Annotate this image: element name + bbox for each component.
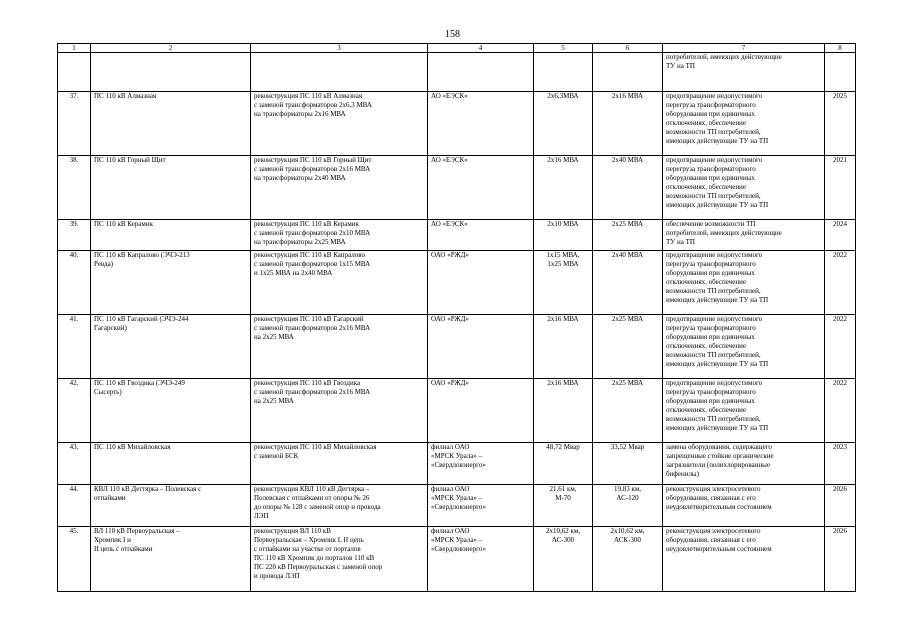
cell-number: 39. (58, 220, 91, 251)
table-row (58, 220, 856, 251)
continuation-row (58, 53, 856, 92)
cell-object: ПС 110 кВ Гагарский (ЭЧЭ-244 Гагарский) (91, 315, 251, 379)
cell-empty (91, 53, 251, 92)
cell-number: 41. (58, 315, 91, 379)
header-col-8: 8 (825, 44, 856, 53)
cell-before: 2х16 МВА (534, 379, 593, 443)
cell-purpose: предотвращение недопустимого перегруза трансформаторного оборудования при единичных отключениях, обеспечение возможности ТП потребителей, имеющих действующие ТУ на ТП (663, 315, 825, 379)
cell-owner: филиал ОАО «МРСК Урала» – «Свердловэнерго» (428, 485, 534, 527)
cell-before: 2х16 МВА (534, 156, 593, 220)
cell-year: 2025 (825, 92, 856, 156)
cell-after: 2х25 МВА (593, 220, 663, 251)
cell-year: 2024 (825, 220, 856, 251)
cell-after: 2х40 МВА (593, 156, 663, 220)
table-row (58, 156, 856, 220)
cell-after: 33,52 Мвар (593, 443, 663, 485)
cell-work: реконструкция ПС 110 кВ Гвоздика с заменой трансформаторов 2х16 МВА на 2х25 МВА (251, 379, 428, 443)
cell-purpose: предотвращение недопустимого перегруза трансформаторного оборудования при единичных отключениях, обеспечение возможности ТП потребителей, имеющих действующие ТУ на ТП (663, 251, 825, 315)
cell-year: 2022 (825, 251, 856, 315)
header-col-4: 4 (428, 44, 534, 53)
table-row (58, 251, 856, 315)
cell-object: ПС 110 кВ Керамик (91, 220, 251, 251)
header-col-3: 3 (251, 44, 428, 53)
table-row (58, 315, 856, 379)
cell-after: 19,83 км, АС-120 (593, 485, 663, 527)
cell-owner: ОАО «РЖД» (428, 379, 534, 443)
header-col-6: 6 (593, 44, 663, 53)
header-col-2: 2 (91, 44, 251, 53)
cell-work: реконструкция ПС 110 кВ Капралово с заменой трансформаторов 1х15 МВА и 1х25 МВА на 2х40 МВА (251, 251, 428, 315)
cell-before: 1х15 МВА, 1х25 МВА (534, 251, 593, 315)
cell-purpose: предотвращение недопустимого перегруза трансформаторного оборудования при единичных отключениях, обеспечение возможности ТП потребителей, имеющих действующие ТУ на ТП (663, 156, 825, 220)
cell-before: 48,72 Мвар (534, 443, 593, 485)
cell-year: 2026 (825, 485, 856, 527)
cell-owner: филиал ОАО «МРСК Урала» – «Свердловэнерго» (428, 527, 534, 592)
cell-number: 42. (58, 379, 91, 443)
cell-purpose: предотвращение недопустимого перегруза трансформаторного оборудования при единичных отключениях, обеспечение возможности ТП потребителей, имеющих действующие ТУ на ТП (663, 92, 825, 156)
header-col-1: 1 (58, 44, 91, 53)
cell-year: 2026 (825, 527, 856, 592)
cell-owner: АО «ЕЭСК» (428, 92, 534, 156)
cell-purpose: замена оборудования, содержащего запрещенные стойкие органические загрязнители (полихлорированные бифенилы) (663, 443, 825, 485)
cell-before: 2х10,62 км, АС-300 (534, 527, 593, 592)
page-number: 158 (445, 29, 460, 40)
cell-empty (825, 53, 856, 92)
cell-purpose: обеспечение возможности ТП потребителей, имеющих действующие ТУ на ТП (663, 220, 825, 251)
cell-year: 2023 (825, 443, 856, 485)
cell-before: 2х10 МВА (534, 220, 593, 251)
cell-owner: ОАО «РЖД» (428, 251, 534, 315)
cell-work: реконструкция ВЛ 110 кВ Первоуральская – Хромпик I, II цепь с отпайками на участке от порталов ПС 110 кВ Хромпик до порталов 110 кВ ПС 220 кВ Первоуральская с заменой опор и провода ЛЭП (251, 527, 428, 592)
cell-year: 2021 (825, 156, 856, 220)
table-row (58, 527, 856, 592)
cell-object: ВЛ 110 кВ Первоуральская – Хромпик I и II цепь с отпайками (91, 527, 251, 592)
cell-before: 2х16 МВА (534, 315, 593, 379)
cell-year: 2022 (825, 315, 856, 379)
table-row (58, 485, 856, 527)
cell-work: реконструкция ПС 110 кВ Гагарский с заменой трансформаторов 2х16 МВА на 2х25 МВА (251, 315, 428, 379)
cell-work: реконструкция ПС 110 кВ Михайловская с заменой БСК (251, 443, 428, 485)
cell-before: 21,61 км, М-70 (534, 485, 593, 527)
table-row (58, 92, 856, 156)
cell-work: реконструкция ПС 110 кВ Горный Щит с заменой трансформаторов 2х16 МВА на трансформаторы 2х40 МВА (251, 156, 428, 220)
cell-object: ПС 110 кВ Гвоздика (ЭЧЭ-249 Сысерть) (91, 379, 251, 443)
cell-work: реконструкция ПС 110 кВ Керамик с заменой трансформаторов 2х10 МВА на трансформаторы 2х25 МВА (251, 220, 428, 251)
cell-number: 38. (58, 156, 91, 220)
table-row (58, 379, 856, 443)
cell-object: ПС 110 кВ Алмазная (91, 92, 251, 156)
cell-work: реконструкция ПС 110 кВ Алмазная с заменой трансформаторов 2х6,3 МВА на трансформаторы 2х16 МВА (251, 92, 428, 156)
cell-number: 45. (58, 527, 91, 592)
cell-object: ПС 110 кВ Капралово (ЭЧЭ-213 Ревда) (91, 251, 251, 315)
cell-owner: АО «ЕЭСК» (428, 156, 534, 220)
header-row (58, 44, 856, 53)
cell-number: 37. (58, 92, 91, 156)
cell-after: 2х25 МВА (593, 315, 663, 379)
cell-empty (251, 53, 428, 92)
cell-object: ПС 110 кВ Горный Щит (91, 156, 251, 220)
cell-after: 2х10,62 км, АСК-300 (593, 527, 663, 592)
cell-object: КВЛ 110 кВ Дегтярка – Полевская с отпайками (91, 485, 251, 527)
cell-number: 44. (58, 485, 91, 527)
cell-empty (58, 53, 91, 92)
header-col-5: 5 (534, 44, 593, 53)
cell-number: 43. (58, 443, 91, 485)
cell-empty (534, 53, 593, 92)
cell-purpose: предотвращение недопустимого перегруза трансформаторного оборудования при единичных отключениях, обеспечение возможности ТП потребителей, имеющих действующие ТУ на ТП (663, 379, 825, 443)
cell-after: 2х25 МВА (593, 379, 663, 443)
table-row (58, 443, 856, 485)
cell-after: 2х40 МВА (593, 251, 663, 315)
cell-empty (428, 53, 534, 92)
cell-purpose: потребителей, имеющих действующие ТУ на ТП (663, 53, 825, 92)
cell-number: 40. (58, 251, 91, 315)
header-col-7: 7 (663, 44, 825, 53)
cell-purpose: реконструкция электросетевого оборудования, связанная с его неудовлетворительным состоянием (663, 485, 825, 527)
cell-work: реконструкция КВЛ 110 кВ Дегтярка – Полевская с отпайками от опоры № 26 до опоры № 128 с заменой опор и провода ЛЭП (251, 485, 428, 527)
cell-owner: ОАО «РЖД» (428, 315, 534, 379)
cell-owner: филиал ОАО «МРСК Урала» – «Свердловэнерго» (428, 443, 534, 485)
cell-before: 2х6,3МВА (534, 92, 593, 156)
cell-year: 2022 (825, 379, 856, 443)
projects-table (57, 43, 856, 592)
cell-purpose: реконструкция электросетевого оборудования, связанная с его неудовлетворительным состоянием (663, 527, 825, 592)
cell-owner: АО «ЕЭСК» (428, 220, 534, 251)
cell-empty (593, 53, 663, 92)
cell-after: 2х16 МВА (593, 92, 663, 156)
cell-object: ПС 110 кВ Михайловская (91, 443, 251, 485)
